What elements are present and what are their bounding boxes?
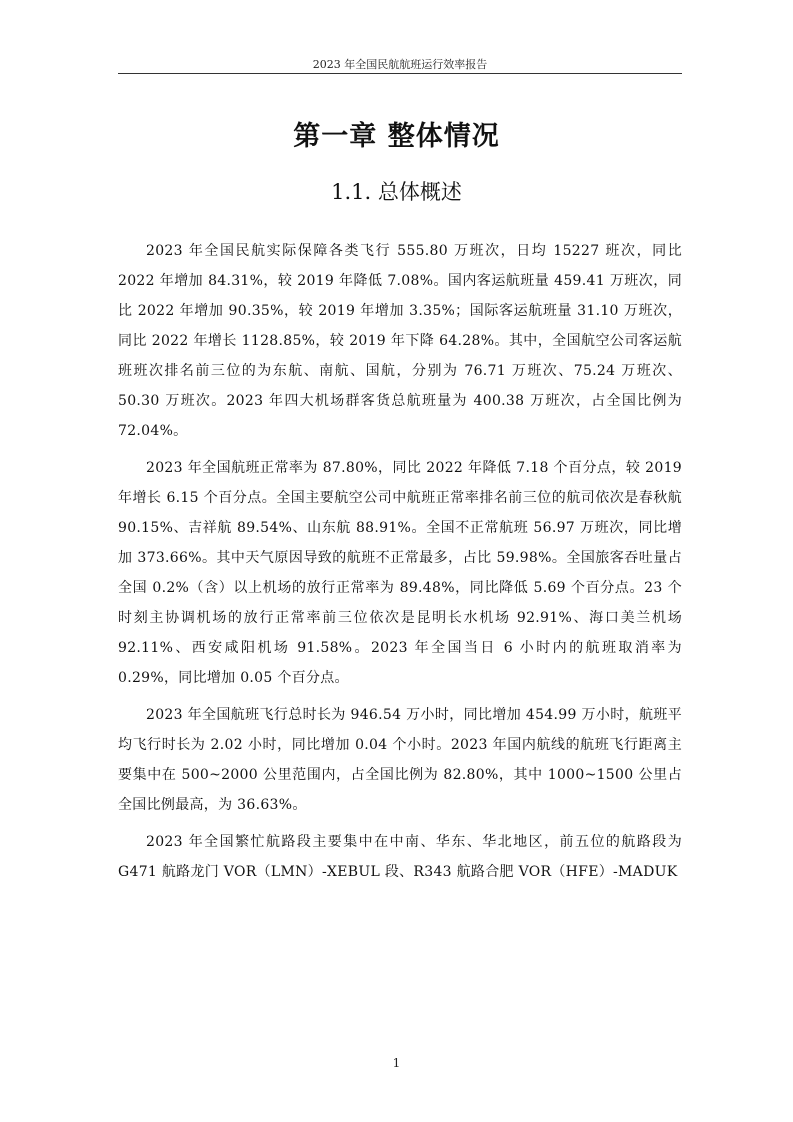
- running-header: 2023 年全国民航航班运行效率报告: [312, 58, 488, 71]
- paragraph-busy-routes: 2023 年全国繁忙航路段主要集中在中南、华东、华北地区，前五位的航路段为 G471 航路龙门 VOR（LMN）-XEBUL 段、R343 航路合肥 VOR（HFE）-MADUK: [118, 834, 682, 880]
- section-title: 1.1. 总体概述: [331, 180, 462, 204]
- paragraph-flight-volume: 2023 年全国民航实际保障各类飞行 555.80 万班次，日均 15227 班次，同比 2022 年增加 84.31%，较 2019 年降低 7.08%。国内客运航班量 459.41 万班次，同比 2022 年增加 90.35%，较 2019 年增加 3.35%；国际客运航班量 31.10 万班次，同比 2022 年增长 1128.85%，较 2019 年下降 64.28%。其中，全国航空公司客运航班班次排名前三位的为东航、南航、国航，分别为 76.71 万班次、75.24 万班次、50.30 万班次。2023 年四大机场群客货总航班量为 400.38 万班次，占全国比例为 72.04%。: [118, 243, 682, 439]
- paragraph-flight-duration: 2023 年全国航班飞行总时长为 946.54 万小时，同比增加 454.99 万小时，航班平均飞行时长为 2.02 小时，同比增加 0.04 个小时。2023 年国内航线的航班飞行距离主要集中在 500~2000 公里范围内，占全国比例为 82.80%，其中 1000~1500 公里占全国比例最高，为 36.63%。: [118, 707, 682, 813]
- paragraph-punctuality: 2023 年全国航班正常率为 87.80%，同比 2022 年降低 7.18 个百分点，较 2019 年增长 6.15 个百分点。全国主要航空公司中航班正常率排名前三位的航司依次是春秋航 90.15%、吉祥航 89.54%、山东航 88.91%。全国不正常航班 56.97 万班次，同比增加 373.66%。其中天气原因导致的航班不正常最多，占比 59.98%。全国旅客吞吐量占全国 0.2%（含）以上机场的放行正常率为 89.48%，同比降低 5.69 个百分点。23 个时刻主协调机场的放行正常率前三位依次是昆明长水机场 92.91%、海口美兰机场 92.11%、西安咸阳机场 91.58%。2023 年全国当日 6 小时内的航班取消率为 0.29%，同比增加 0.05 个百分点。: [118, 460, 682, 686]
- page-number: 1: [392, 1056, 401, 1070]
- chapter-title: 第一章 整体情况: [293, 121, 500, 152]
- header-divider: [118, 73, 682, 74]
- body-text: [118, 236, 682, 894]
